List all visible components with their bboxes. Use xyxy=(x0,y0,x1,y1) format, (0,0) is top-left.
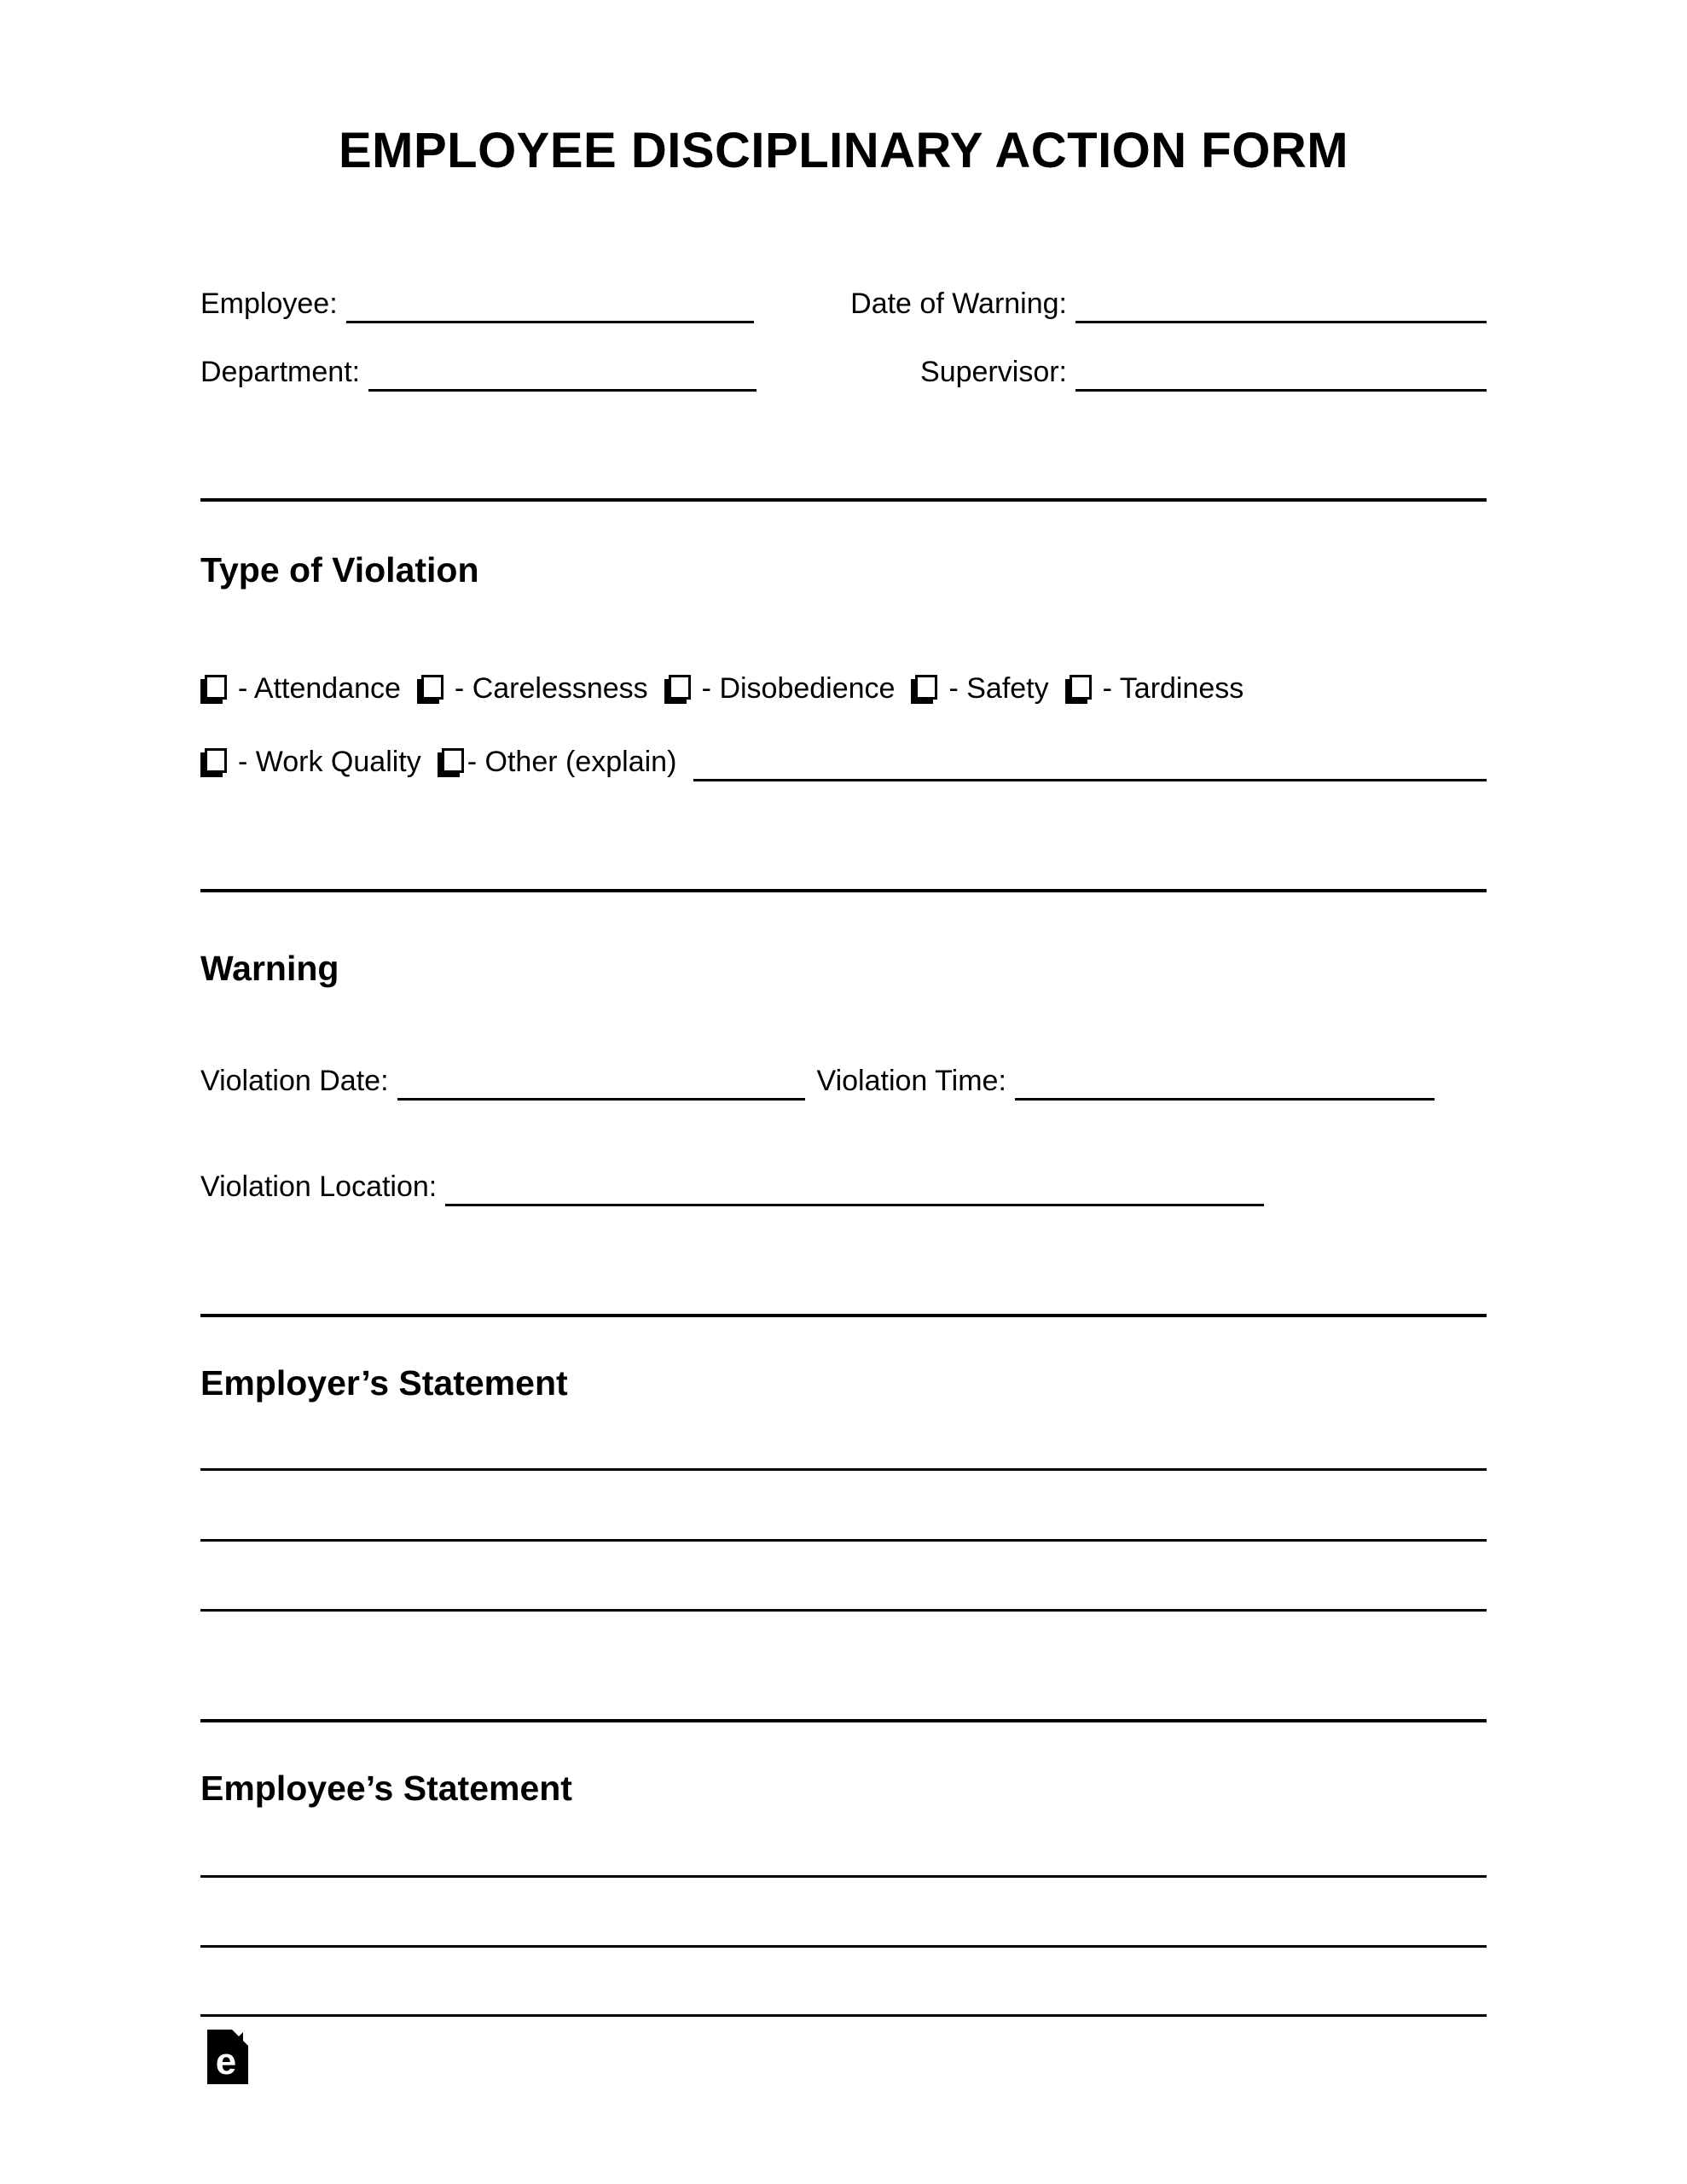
employee-statement-line[interactable] xyxy=(200,2014,1487,2017)
department-input-line[interactable] xyxy=(368,351,757,392)
checkbox-icon[interactable] xyxy=(205,675,227,700)
employee-statement-line[interactable] xyxy=(200,1875,1487,1878)
violation-checkbox-row-1 xyxy=(200,665,1487,708)
supervisor-label: Supervisor: xyxy=(920,356,1067,389)
checkbox-label: - Work Quality xyxy=(238,746,421,779)
violation-date-time-row xyxy=(200,1060,1487,1101)
section-divider xyxy=(200,498,1487,502)
violation-location-label: Violation Location: xyxy=(200,1170,438,1204)
checkbox-item-carelessness xyxy=(417,670,648,708)
section-divider xyxy=(200,1719,1487,1722)
violation-checkbox-row-2 xyxy=(200,739,1487,781)
violation-time-input-line[interactable] xyxy=(1015,1060,1435,1101)
page-title: EMPLOYEE DISCIPLINARY ACTION FORM xyxy=(338,123,1349,178)
supervisor-input-line[interactable] xyxy=(1075,351,1487,392)
violation-location-row xyxy=(200,1165,1487,1206)
employer-statement-line[interactable] xyxy=(200,1609,1487,1612)
employee-statement-heading: Employee’s Statement xyxy=(200,1769,572,1808)
checkbox-item-tardiness xyxy=(1065,670,1244,708)
violation-date-input-line[interactable] xyxy=(397,1060,805,1101)
employer-statement-line[interactable] xyxy=(200,1539,1487,1542)
checkbox-label: - Tardiness xyxy=(1102,672,1244,706)
checkbox-item-other xyxy=(438,743,677,781)
date-of-warning-field xyxy=(850,283,1487,323)
other-explain-input-line[interactable] xyxy=(693,741,1487,781)
checkbox-label: - Safety xyxy=(948,672,1049,706)
checkbox-item-disobedience xyxy=(664,670,896,708)
checkbox-icon[interactable] xyxy=(1070,675,1092,700)
checkbox-label: - Disobedience xyxy=(701,672,896,706)
header-row-2 xyxy=(200,351,1487,392)
header-row-1 xyxy=(200,282,1487,323)
violation-location-input-line[interactable] xyxy=(445,1166,1264,1206)
checkbox-item-work-quality xyxy=(200,743,421,781)
violation-date-label: Violation Date: xyxy=(200,1065,389,1098)
eforms-logo[interactable] xyxy=(207,2030,248,2084)
employee-statement-line[interactable] xyxy=(200,1945,1487,1948)
checkbox-icon[interactable] xyxy=(915,675,937,700)
supervisor-field xyxy=(920,351,1487,392)
employee-field xyxy=(200,283,754,323)
violation-time-label: Violation Time: xyxy=(816,1065,1006,1098)
employer-statement-heading: Employer’s Statement xyxy=(200,1363,568,1403)
eforms-logo-letter: e xyxy=(215,2041,237,2082)
checkbox-label: - Other (explain) xyxy=(467,746,677,779)
checkbox-icon[interactable] xyxy=(421,675,443,700)
checkbox-item-safety xyxy=(911,670,1048,708)
section-divider xyxy=(200,889,1487,892)
employee-input-line[interactable] xyxy=(346,283,754,323)
warning-heading: Warning xyxy=(200,949,339,988)
checkbox-label: - Attendance xyxy=(238,672,401,706)
checkbox-item-attendance xyxy=(200,670,401,708)
employee-label: Employee: xyxy=(200,288,338,321)
date-of-warning-label: Date of Warning: xyxy=(850,288,1067,321)
employer-statement-line[interactable] xyxy=(200,1468,1487,1471)
checkbox-label: - Carelessness xyxy=(454,672,648,706)
checkbox-icon[interactable] xyxy=(669,675,691,700)
date-of-warning-input-line[interactable] xyxy=(1075,283,1487,323)
checkbox-icon[interactable] xyxy=(205,748,227,773)
section-divider xyxy=(200,1314,1487,1317)
department-label: Department: xyxy=(200,356,361,389)
department-field xyxy=(200,351,757,392)
checkbox-icon[interactable] xyxy=(442,748,464,773)
type-of-violation-heading: Type of Violation xyxy=(200,550,479,590)
